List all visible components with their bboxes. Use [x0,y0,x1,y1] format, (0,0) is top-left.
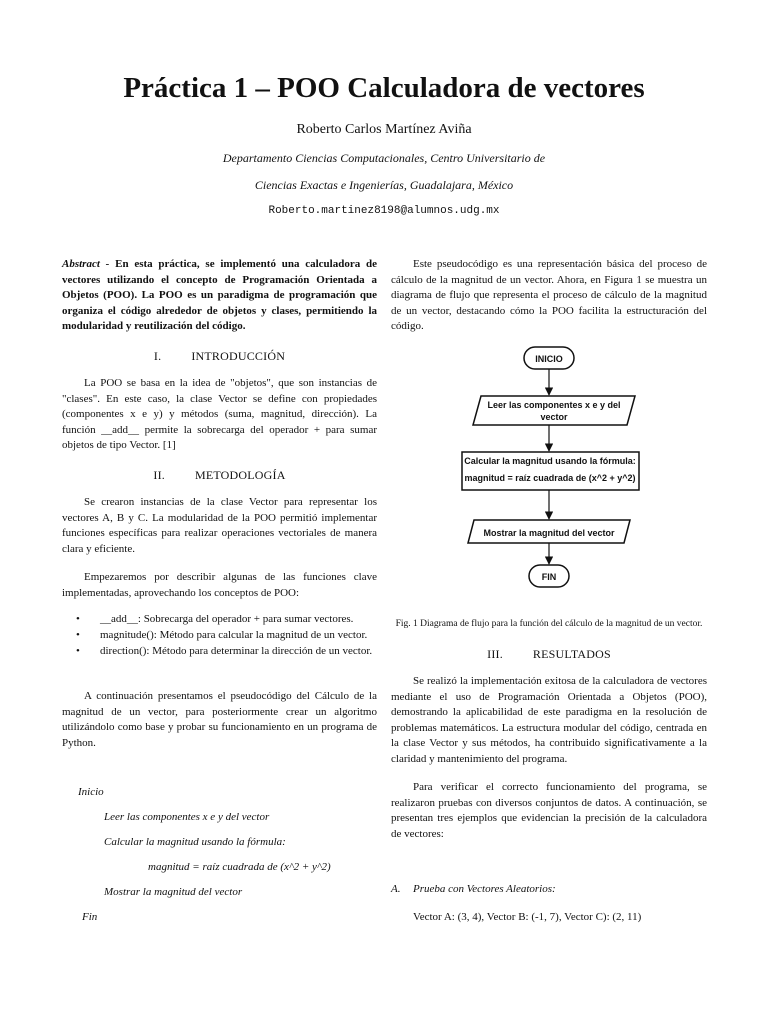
abstract-label: Abstract - [62,258,110,270]
figure-caption: Fig. 1 Diagrama de flujo para la función del cálculo de la magnitud de un vector. [395,618,703,629]
pseudocode-line: magnitud = raíz cuadrada de (x^2 + y^2) [148,861,331,873]
affiliation-line-2: Ciencias Exactas e Ingenierías, Guadalajara, México [254,178,514,192]
right-column [391,257,707,925]
left-column [62,257,377,935]
flow-process-label-2: magnitud = raíz cuadrada de (x^2 + y^2) [464,472,636,483]
paper-title: Práctica 1 – POO Calculadora de vectores [123,72,645,104]
flow-input-label-2: vector [540,411,568,422]
section-heading-results [391,647,707,663]
section-number: I. [153,348,162,363]
flow-output-label: Mostrar la magnitud del vector [483,527,615,538]
method-paragraph-2: Empezaremos por describir algunas de las funciones clave implementadas, aprovechando los conceptos de POO: [62,571,377,599]
section-heading-intro [62,349,377,365]
author-name: Roberto Carlos Martínez Aviña [296,122,472,137]
subsection-number: A. [391,883,401,895]
pseudocode-description: Este pseudocódigo es una representación básica del proceso de cálculo de la magnitud de un vector. Ahora, en Figura 1 se muestra un diagrama de flujo que representa el proceso de cálculo de la magnitud de un vector, destacando cómo la POO facilita la estructuración del código. [391,258,707,332]
flow-start-label: INICIO [535,353,563,364]
flow-end-label: FIN [541,571,557,582]
section-number: III. [487,646,503,661]
pseudocode-line: Fin [82,911,98,923]
flowchart-figure [391,345,707,607]
results-paragraph-2: Para verificar el correcto funcionamiento del programa, se realizaron pruebas con diversos conjuntos de datos. A continuación, se presentan tres ejemplos que evidencian la precisión de la calculadora de vectores: [391,781,707,840]
section-title: RESULTADOS [532,646,611,661]
pseudocode-line: Mostrar la magnitud del vector [104,886,243,898]
list-item: • direction(): Método para determinar la dirección de un vector. [62,643,377,659]
section-title: INTRODUCCIÓN [191,348,286,363]
list-item: • __add__: Sobrecarga del operador + para sumar vectores. [62,611,377,627]
subsection-title: Prueba con Vectores Aleatorios: [413,883,556,895]
function-list [62,611,377,659]
section-number: II. [153,467,165,482]
section-heading-method [62,468,377,484]
flow-process-label-1: Calcular la magnitud usando la fórmula: [464,455,636,466]
pseudocode-line: Inicio [78,786,104,798]
list-item: • magnitude(): Método para calcular la magnitud de un vector. [62,627,377,643]
subsection-heading [391,882,707,898]
pseudocode-line: Leer las componentes x e y del vector [104,811,270,823]
vectors-line: Vector A: (3, 4), Vector B: (-1, 7), Vector C): (2, 11) [413,910,642,923]
abstract-text: En esta práctica, se implementó una calculadora de vectores utilizando el concepto de Programación Orientada a Objetos (POO). La POO es un paradigma de programación que organiza el código alrededor de objetos y clases, permitiendo la modularidad y reutilización del código. [62,258,378,332]
flow-input-label-1: Leer las componentes x e y del [487,399,621,410]
results-paragraph-1: Se realizó la implementación exitosa de la calculadora de vectores mediante el uso de Programación Orientada a Objetos (POO), demostrando la aplicabilidad de este paradigma en la resolución de problemas matemáticos. La estructura modular del código, centrada en la clase Vector y sus métodos, ha contribuido significativamente a la claridad y mantenimiento del programa. [391,675,707,765]
affiliation-line-1: Departamento Ciencias Computacionales, Centro Universitario de [222,151,546,165]
pseudocode-block [62,785,377,935]
method-paragraph-1: Se crearon instancias de la clase Vector para representar los vectores A, B y C. La modularidad de la POO permitió implementar funciones específicas para realizar operaciones vectoriales de manera clara y eficiente. [62,496,377,555]
method-paragraph-3: A continuación presentamos el pseudocódigo del Cálculo de la magnitud de un vector, para posteriormente crear un algoritmo utilizándolo como base y probar su funcionamiento en un programa de Python. [62,690,377,749]
section-title: METODOLOGÍA [194,467,286,482]
pseudocode-line: Calcular la magnitud usando la fórmula: [104,836,286,848]
abstract [62,257,377,335]
intro-paragraph: La POO se basa en la idea de "objetos", que son instancias de "clases". En este caso, la clase Vector se define con propiedades (componentes x e y) y métodos (suma, magnitud, dirección). La función __add__ permite la sobrecarga del operador + para sumar objetos de tipo Vector. [1] [62,377,377,451]
author-email: Roberto.martinez8198@alumnos.udg.mx [268,205,500,217]
